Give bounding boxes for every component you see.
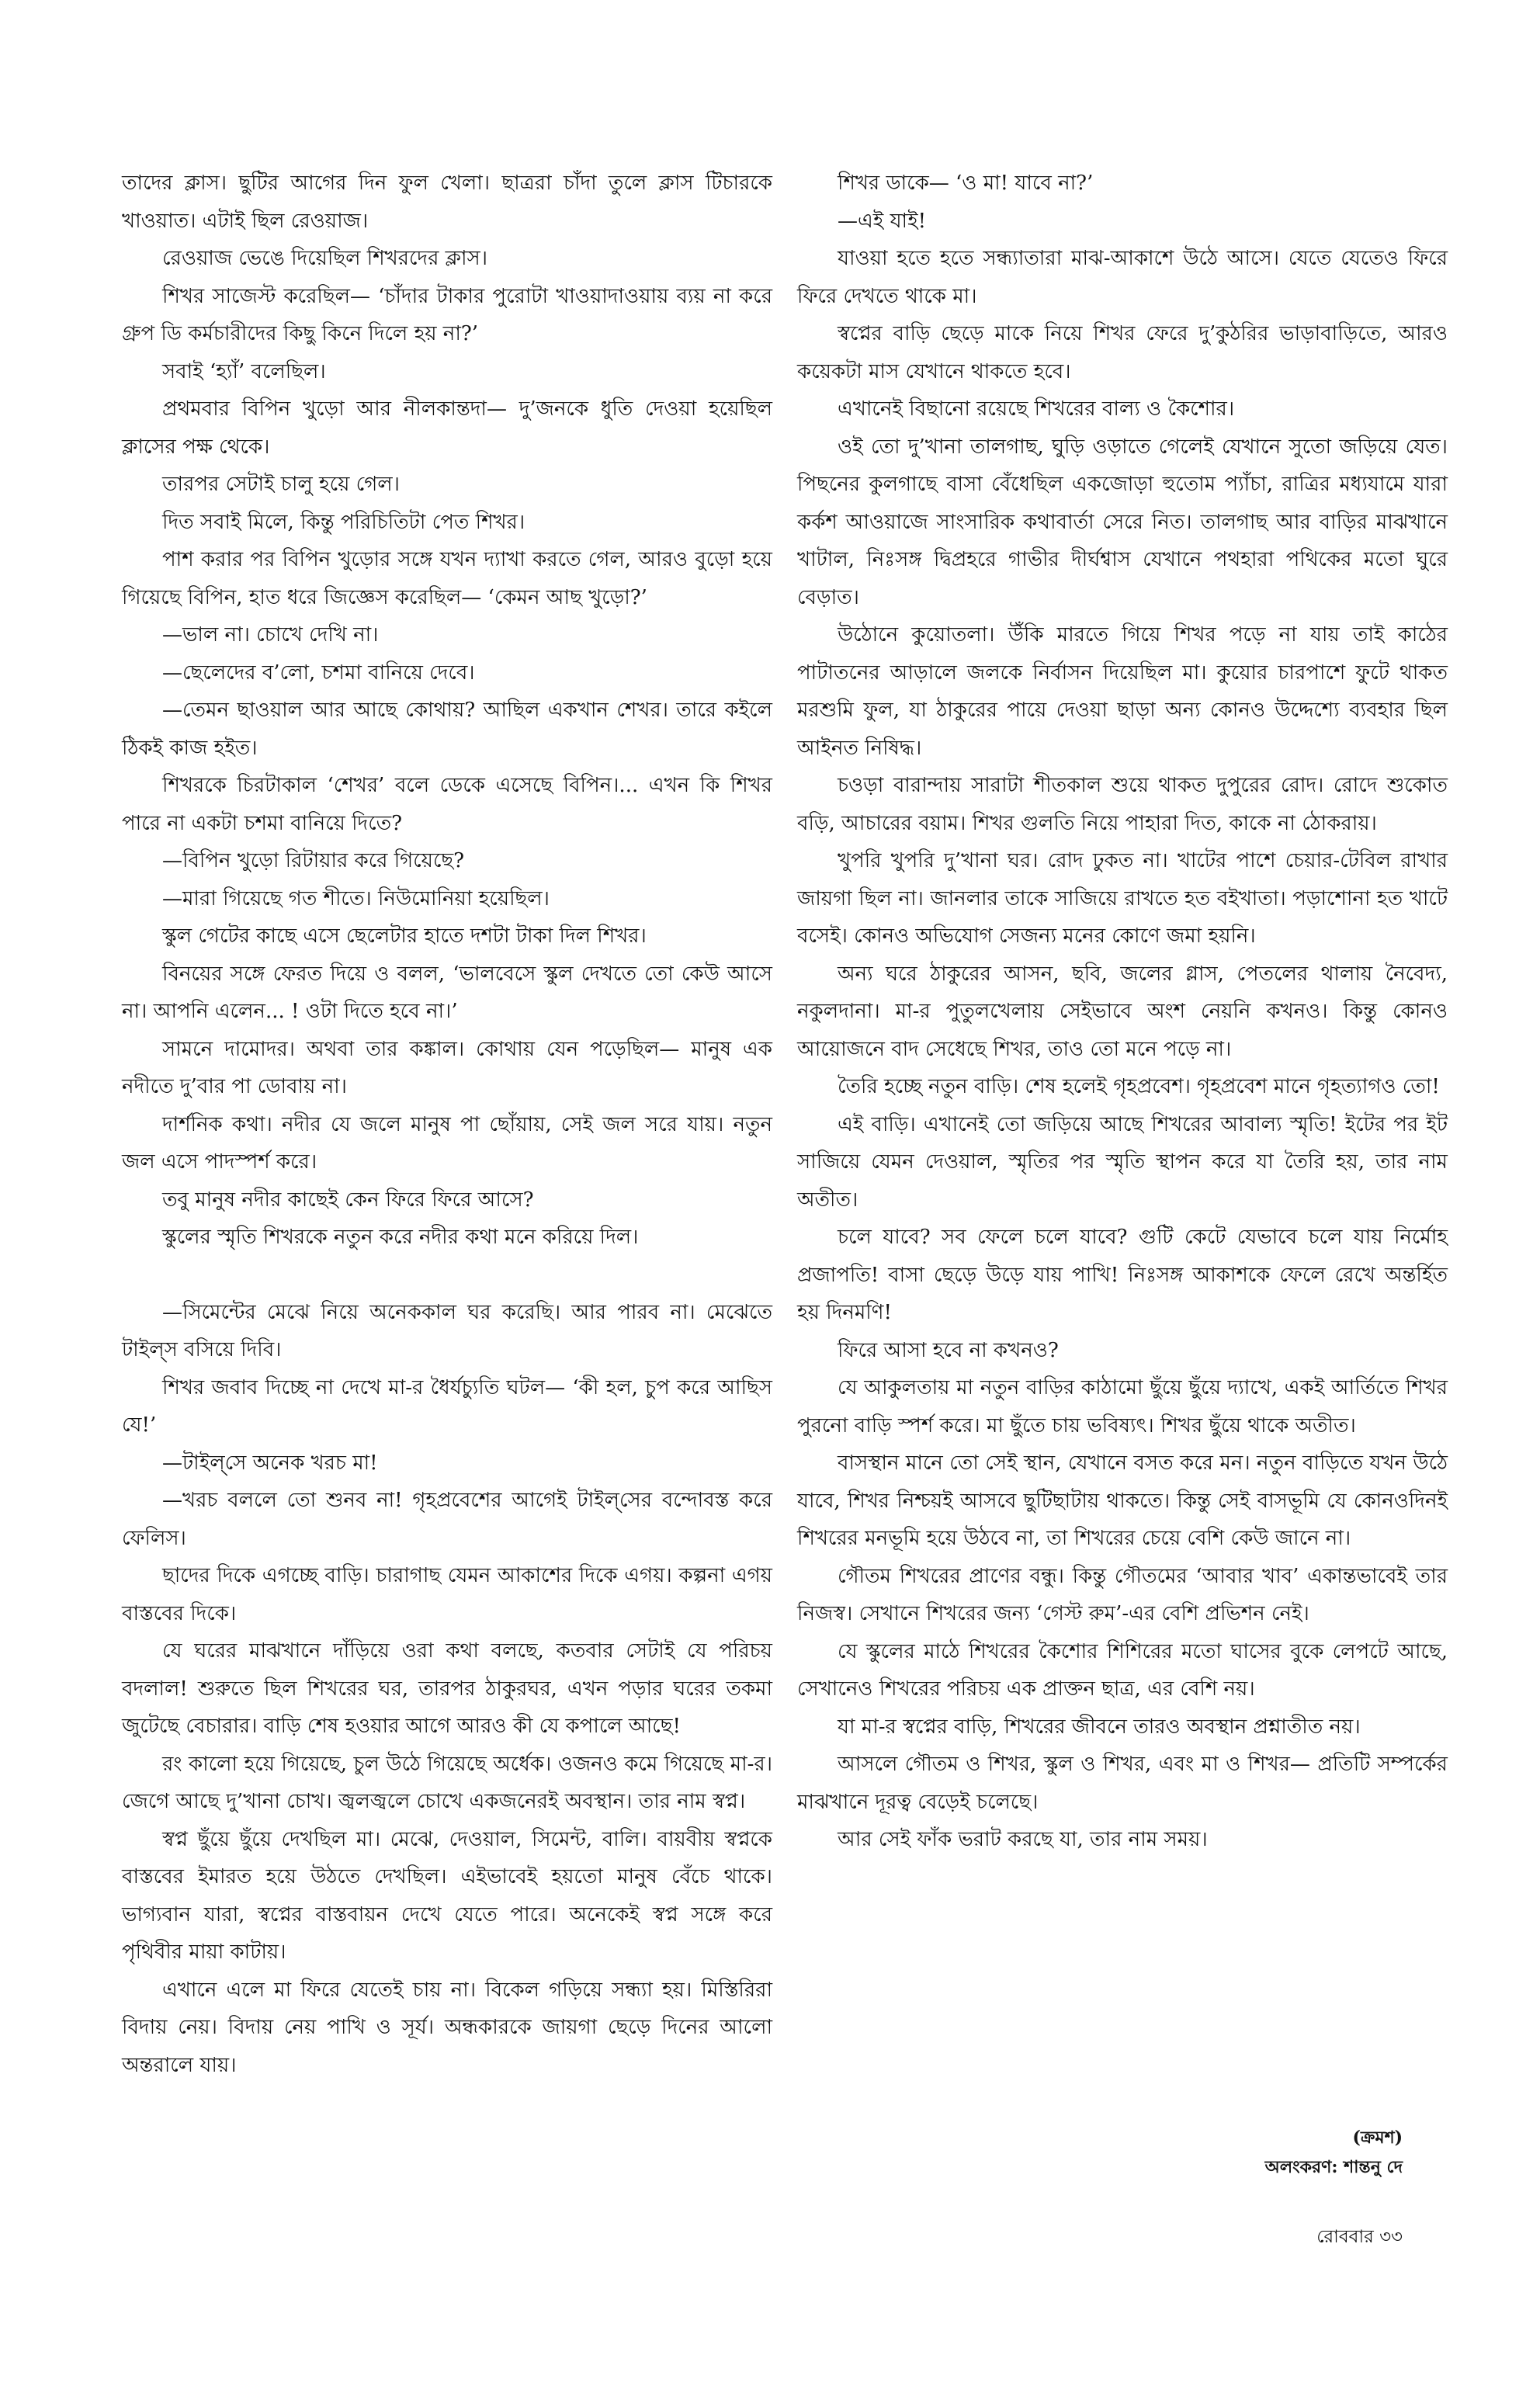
paragraph: সবাই ‘হ্যাঁ’ বলেছিল। <box>162 359 326 383</box>
right-column <box>797 165 1448 1859</box>
paragraph: যে আকুলতায় মা নতুন বাড়ির কাঠামো ছুঁয়ে ছুঁয়ে দ্যাখে, একই আর্তিতে শিখর পুরনো বাড়ি স্পর্শ করে। মা ছুঁতে চায় ভবিষ্যৎ। শিখর ছুঁয়ে থাকে অতীত। <box>797 1376 1448 1438</box>
credits-block <box>1265 2123 1403 2182</box>
paragraph: বিনয়ের সঙ্গে ফেরত দিয়ে ও বলল, ‘ভালবেসে স্কুল দেখতে তো কেউ আসে না। আপনি এলেন... ! ওটা দিতে হবে না।’ <box>122 962 772 1023</box>
paragraph: —ভাল না। চোখে দেখি না। <box>162 623 379 647</box>
paragraph: —তেমন ছাওয়াল আর আছে কোথায়? আছিল একখান শেখর। তারে কইলে ঠিকই কাজ হইত। <box>122 699 772 760</box>
paragraph: —এই যাই! <box>838 209 927 233</box>
paragraph: স্কুলের স্মৃতি শিখরকে নতুন করে নদীর কথা মনে করিয়ে দিল। <box>162 1226 639 1249</box>
paragraph: দার্শনিক কথা। নদীর যে জলে মানুষ পা ছোঁয়ায়, সেই জল সরে যায়। নতুন জল এসে পাদস্পর্শ করে। <box>122 1112 772 1174</box>
paragraph: শিখর জবাব দিচ্ছে না দেখে মা-র ধৈর্যচ্যুতি ঘটল— ‘কী হল, চুপ করে আছিস যে!’ <box>122 1375 772 1437</box>
continued-label: (ক্রমশ) <box>1352 2128 1403 2148</box>
paragraph: ওই তো দু’খানা তালগাছ, ঘুড়ি ওড়াতে গেলেই যেখানে সুতো জড়িয়ে যেত। পিছনের কুলগাছে বাসা বেঁধেছিল একজোড়া হুতোম প্যাঁচা, রাত্রির মধ্যযামে যারা কর্কশ আওয়াজে সাংসারিক কথাবার্তা সেরে নিত। তালগাছ আর বাড়ির মাঝখানে খাটাল, নিঃসঙ্গ দ্বিপ্রহরে গাভীর দীর্ঘশ্বাস যেখানে পথহারা পথিকের মতো ঘুরে বেড়াত। <box>797 435 1448 609</box>
paragraph: শিখর ডাকে— ‘ও মা! যাবে না?’ <box>838 172 1094 195</box>
paragraph: —টাইল্‌সে অনেক খরচ মা! <box>162 1451 378 1475</box>
paragraph: তৈরি হচ্ছে নতুন বাড়ি। শেষ হলেই গৃহপ্রবেশ। গৃহপ্রবেশ মানে গৃহত্যাগও তো! <box>838 1075 1440 1098</box>
paragraph: যে ঘরের মাঝখানে দাঁড়িয়ে ওরা কথা বলছে, কতবার সেটাই যে পরিচয় বদলাল! শুরুতে ছিল শিখরের ঘর, তারপর ঠাকুরঘর, এখন পড়ার ঘরের তকমা জুটেছে বেচারার। বাড়ি শেষ হওয়ার আগে আরও কী যে কপালে আছে! <box>122 1639 772 1738</box>
paragraph: প্রথমবার বিপিন খুড়ো আর নীলকান্তদা— দু’জনকে ধুতি দেওয়া হয়েছিল ক্লাসের পক্ষ থেকে। <box>122 397 772 459</box>
paragraph: বাসস্থান মানে তো সেই স্থান, যেখানে বসত করে মন। নতুন বাড়িতে যখন উঠে যাবে, শিখর নিশ্চয়ই আসবে ছুটিছাটায় থাকতে। কিন্তু সেই বাসভূমি যে কোনওদিনই শিখরের মনভূমি হয়ে উঠবে না, তা শিখরের চেয়ে বেশি কেউ জানে না। <box>797 1451 1448 1550</box>
paragraph: শিখরকে চিরটাকাল ‘শেখর’ বলে ডেকে এসেছে বিপিন।... এখন কি শিখর পারে না একটা চশমা বানিয়ে দিতে? <box>122 774 772 835</box>
paragraph: যা মা-র স্বপ্নের বাড়ি, শিখরের জীবনে তারও অবস্থান প্রশ্নাতীত নয়। <box>838 1715 1361 1739</box>
illustration-credit: অলংকরণ: শান্তনু দে <box>1264 2157 1403 2177</box>
paragraph: রং কালো হয়ে গিয়েছে, চুল উঠে গিয়েছে অর্ধেক। ওজনও কমে গিয়েছে মা-র। জেগে আছে দু’খানা চোখ। জ্বলজ্বলে চোখে একজনেরই অবস্থান। তার নাম স্বপ্ন। <box>122 1752 772 1813</box>
paragraph: চলে যাবে? সব ফেলে চলে যাবে? গুটি কেটে যেভাবে চলে যায় নির্মোহ প্রজাপতি! বাসা ছেড়ে উড়ে যায় পাখি! নিঃসঙ্গ আকাশকে ফেলে রেখে অন্তর্হিত হয় দিনমণি! <box>797 1226 1448 1324</box>
paragraph: এখানে এলে মা ফিরে যেতেই চায় না। বিকেল গড়িয়ে সন্ধ্যা হয়। মিস্তিরিরা বিদায় নেয়। বিদায় নেয় পাখি ও সূর্য। অন্ধকারকে জায়গা ছেড়ে দিনের আলো অন্তরালে যায়। <box>122 1978 772 2077</box>
paragraph: ছাদের দিকে এগচ্ছে বাড়ি। চারাগাছ যেমন আকাশের দিকে এগয়। কল্পনা এগয় বাস্তবের দিকে। <box>122 1564 772 1625</box>
paragraph: স্বপ্নের বাড়ি ছেড়ে মাকে নিয়ে শিখর ফেরে দু’কুঠরির ভাড়াবাড়িতে, আরও কয়েকটা মাস যেখানে থাকতে হবে। <box>797 322 1448 383</box>
paragraph: স্কুল গেটের কাছে এসে ছেলেটার হাতে দশটা টাকা দিল শিখর। <box>162 924 647 948</box>
paragraph: খুপরি খুপরি দু’খানা ঘর। রোদ ঢুকত না। খাটের পাশে চেয়ার-টেবিল রাখার জায়গা ছিল না। জানলার তাকে সাজিয়ে রাখতে হত বইখাতা। পড়াশোনা হত খাটে বসেই। কোনও অভিযোগ সেজন্য মনের কোণে জমা হয়নি। <box>797 849 1448 948</box>
paragraph: তারপর সেটাই চালু হয়ে গেল। <box>162 473 400 496</box>
section-break <box>122 1257 772 1294</box>
paragraph: —ছেলেদের ব’লো, চশমা বানিয়ে দেবে। <box>162 661 475 685</box>
paragraph: যাওয়া হতে হতে সন্ধ্যাতারা মাঝ-আকাশে উঠে আসে। যেতে যেতেও ফিরে ফিরে দেখতে থাকে মা। <box>797 247 1448 308</box>
paragraph: উঠোনে কুয়োতলা। উঁকি মারতে গিয়ে শিখর পড়ে না যায় তাই কাঠের পাটাতনের আড়ালে জলকে নির্বাসন দিয়েছিল মা। কুয়োর চারপাশে ফুটে থাকত মরশুমি ফুল, যা ঠাকুরের পায়ে দেওয়া ছাড়া অন্য কোনও উদ্দেশ্যে ব্যবহার ছিল আইনত নিষিদ্ধ। <box>797 623 1448 760</box>
paragraph: পাশ করার পর বিপিন খুড়োর সঙ্গে যখন দ্যাখা করতে গেল, আরও বুড়ো হয়ে গিয়েছে বিপিন, হাত ধরে জিজ্ঞেস করেছিল— ‘কেমন আছ খুড়ো?’ <box>122 548 772 609</box>
paragraph: চওড়া বারান্দায় সারাটা শীতকাল শুয়ে থাকত দুপুরের রোদ। রোদে শুকোত বড়ি, আচারের বয়াম। শিখর গুলতি নিয়ে পাহারা দিত, কাকে না ঠোকরায়। <box>797 774 1448 835</box>
paragraph: —মারা গিয়েছে গত শীতে। নিউমোনিয়া হয়েছিল। <box>162 886 550 910</box>
paragraph: দিত সবাই মিলে, কিন্তু পরিচিতিটা পেত শিখর। <box>162 510 525 534</box>
paragraph: আর সেই ফাঁক ভরাট করছে যা, তার নাম সময়। <box>838 1828 1208 1851</box>
paragraph: শিখর সাজেস্ট করেছিল— ‘চাঁদার টাকার পুরোটা খাওয়াদাওয়ায় ব্যয় না করে গ্রুপ ডি কর্মচারীদের কিছু কিনে দিলে হয় না?’ <box>122 284 772 345</box>
paragraph: এই বাড়ি। এখানেই তো জড়িয়ে আছে শিখরের আবাল্য স্মৃতি! ইটের পর ইট সাজিয়ে যেমন দেওয়াল, স্মৃতির পর স্মৃতি স্থাপন করে যা তৈরি হয়, তার নাম অতীত। <box>797 1112 1448 1212</box>
paragraph: —খরচ বললে তো শুনব না! গৃহপ্রবেশের আগেই টাইল্‌সের বন্দোবস্ত করে ফেলিস। <box>122 1489 772 1550</box>
paragraph: আসলে গৌতম ও শিখর, স্কুল ও শিখর, এবং মা ও শিখর— প্রতিটি সম্পর্কের মাঝখানে দূরত্ব বেড়েই চলেছে। <box>797 1753 1448 1814</box>
paragraph: রেওয়াজ ভেঙে দিয়েছিল শিখরদের ক্লাস। <box>162 247 488 270</box>
paragraph: অন্য ঘরে ঠাকুরের আসন, ছবি, জলের গ্লাস, পেতলের থালায় নৈবেদ্য, নকুলদানা। মা-র পুতুলখেলায় সেইভাবে অংশ নেয়নি কখনও। কিন্তু কোনও আয়োজনে বাদ সেধেছে শিখর, তাও তো মনে পড়ে না। <box>797 962 1448 1061</box>
paragraph: ফিরে আসা হবে না কখনও? <box>838 1338 1059 1362</box>
paragraph: —বিপিন খুড়ো রিটায়ার করে গিয়েছে? <box>162 849 465 872</box>
paragraph: তবু মানুষ নদীর কাছেই কেন ফিরে ফিরে আসে? <box>162 1188 534 1212</box>
paragraph: এখানেই বিছানো রয়েছে শিখরের বাল্য ও কৈশোর। <box>838 397 1235 421</box>
page-folio: রোববার ৩৩ <box>1316 2227 1403 2247</box>
paragraph: গৌতম শিখরের প্রাণের বন্ধু। কিন্তু গৌতমের ‘আবার খাব’ একান্তভাবেই তার নিজস্ব। সেখানে শিখরের জন্য ‘গেস্ট রুম’-এর বেশি প্রভিশন নেই। <box>797 1564 1448 1625</box>
paragraph: স্বপ্ন ছুঁয়ে ছুঁয়ে দেখছিল মা। মেঝে, দেওয়াল, সিমেন্ট, বালি। বায়বীয় স্বপ্নকে বাস্তবের ইমারত হয়ে উঠতে দেখছিল। এইভাবেই হয়তো মানুষ বেঁচে থাকে। ভাগ্যবান যারা, স্বপ্নের বাস্তবায়ন দেখে যেতে পারে। অনেকেই স্বপ্ন সঙ্গে করে পৃথিবীর মায়া কাটায়। <box>122 1827 772 1964</box>
left-column <box>122 165 772 2084</box>
paragraph: সামনে দামোদর। অথবা তার কঙ্কাল। কোথায় যেন পড়েছিল— মানুষ এক নদীতে দু’বার পা ডোবায় না। <box>122 1037 772 1098</box>
paragraph: তাদের ক্লাস। ছুটির আগের দিন ফুল খেলা। ছাত্ররা চাঁদা তুলে ক্লাস টিচারকে খাওয়াত। এটাই ছিল রেওয়াজ। <box>122 172 772 233</box>
paragraph: যে স্কুলের মাঠে শিখরের কৈশোর শিশিরের মতো ঘাসের বুকে লেপটে আছে, সেখানেও শিখরের পরিচয় এক প্রাক্তন ছাত্র, এর বেশি নয়। <box>797 1639 1448 1701</box>
paragraph: —সিমেন্টের মেঝে নিয়ে অনেককাল ঘর করেছি। আর পারব না। মেঝেতে টাইল্‌স বসিয়ে দিবি। <box>122 1300 772 1361</box>
